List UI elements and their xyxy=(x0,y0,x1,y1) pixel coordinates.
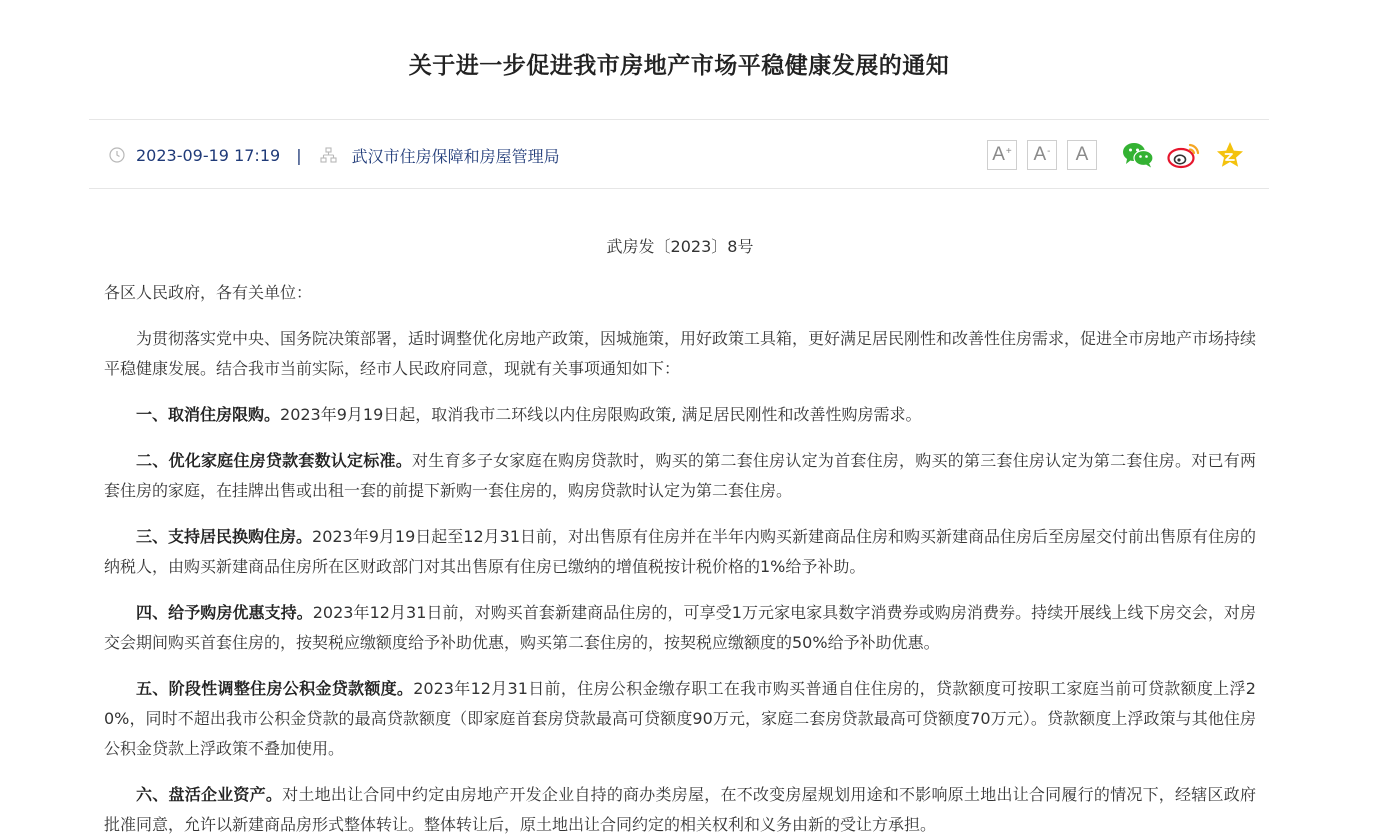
policy-item-text: 2023年12月31日前，对购买首套新建商品住房的，可享受1万元家电家具数字消费券或购房消费券。持续开展线上线下房交会，对房交会期间购买首套住房的，按契税应缴额度给予补助优惠，购买第二套住房的，按契税应缴额度的50%给予补助优惠。 xyxy=(104,603,1256,652)
policy-item-heading: 五、阶段性调整住房公积金贷款额度。 xyxy=(136,679,414,698)
font-increase-label: A xyxy=(992,144,1005,165)
policy-item xyxy=(104,522,1256,582)
font-increase-button[interactable] xyxy=(987,140,1017,170)
weibo-share-button[interactable] xyxy=(1167,138,1201,172)
font-increase-mark: + xyxy=(1005,145,1012,157)
intro-paragraph: 为贯彻落实党中央、国务院决策部署，适时调整优化房地产政策，因城施策，用好政策工具箱，更好满足居民刚性和改善性住房需求，促进全市房地产市场持续平稳健康发展。结合我市当前实际，经市人民政府同意，现就有关事项通知如下： xyxy=(104,329,1257,378)
policy-item xyxy=(104,780,1256,839)
meta-separator: | xyxy=(296,145,302,165)
policy-item-text: 对土地出让合同中约定由房地产开发企业自持的商办类房屋，在不改变房屋规划用途和不影响原土地出让合同履行的情况下，经辖区政府批准同意，允许以新建商品房形式整体转让。整体转让后，原土地出让合同约定的相关权利和义务由新的受让方承担。 xyxy=(104,785,1256,834)
policy-item-text: 对生育多子女家庭在购房贷款时，购买的第二套住房认定为首套住房，购买的第三套住房认定为第二套住房。对已有两套住房的家庭，在挂牌出售或出租一套的前提下新购一套住房的，购房贷款时认定为第二套住房。 xyxy=(104,451,1256,500)
favorite-button[interactable] xyxy=(1213,138,1247,172)
publish-datetime: 2023-09-19 17:19 xyxy=(136,145,281,165)
policy-item-heading: 六、盘活企业资产。 xyxy=(136,785,283,804)
policy-item xyxy=(104,446,1256,506)
wechat-share-button[interactable] xyxy=(1121,138,1155,172)
article-meta-bar xyxy=(89,119,1269,189)
font-reset-label: A xyxy=(1075,144,1089,165)
policy-item xyxy=(104,674,1256,764)
font-decrease-label: A xyxy=(1033,144,1047,165)
publisher-source: 武汉市住房保障和房屋管理局 xyxy=(351,146,560,166)
article-toolbar xyxy=(987,120,1247,190)
org-chart-icon xyxy=(320,146,338,164)
article-body xyxy=(104,232,1256,839)
policy-item-text: 2023年9月19日起至12月31日前，对出售原有住房并在半年内购买新建商品住房和购买新建商品住房后至房屋交付前出售原有住房的纳税人，由购买新建商品住房所在区财政部门对其出售原有住房已缴纳的增值税按计税价格的1%给予补助。 xyxy=(104,527,1256,576)
article-meta xyxy=(108,120,560,190)
policy-item-text: 2023年12月31日前，住房公积金缴存职工在我市购买普通自住住房的，贷款额度可按职工家庭当前可贷款额度上浮20%，同时不超出我市公积金贷款的最高贷款额度（即家庭首套房贷款最高可贷额度90万元，家庭二套房贷款最高可贷额度70万元）。贷款额度上浮政策与其他住房公积金贷款上浮政策不叠加使用。 xyxy=(104,679,1256,758)
font-decrease-button[interactable] xyxy=(1027,140,1057,170)
policy-item-heading: 四、给予购房优惠支持。 xyxy=(136,603,313,622)
document-number: 武房发〔2023〕8号 xyxy=(606,237,754,256)
policy-item xyxy=(104,400,1256,430)
font-decrease-mark: - xyxy=(1047,145,1051,157)
page-title: 关于进一步促进我市房地产市场平稳健康发展的通知 xyxy=(408,53,950,79)
policy-item-text: 2023年9月19日起，取消我市二环线以内住房限购政策, 满足居民刚性和改善性购房需求。 xyxy=(280,405,922,424)
weibo-icon xyxy=(1167,141,1201,169)
policy-item-heading: 三、支持居民换购住房。 xyxy=(136,527,313,546)
policy-item-heading: 二、优化家庭住房贷款套数认定标准。 xyxy=(136,451,412,470)
font-reset-button[interactable] xyxy=(1067,140,1097,170)
policy-item xyxy=(104,598,1256,658)
favorite-star-icon xyxy=(1215,140,1245,170)
policy-item-heading: 一、取消住房限购。 xyxy=(136,405,281,424)
salutation: 各区人民政府，各有关单位： xyxy=(104,283,313,302)
clock-icon xyxy=(108,146,126,164)
wechat-icon xyxy=(1122,141,1154,169)
